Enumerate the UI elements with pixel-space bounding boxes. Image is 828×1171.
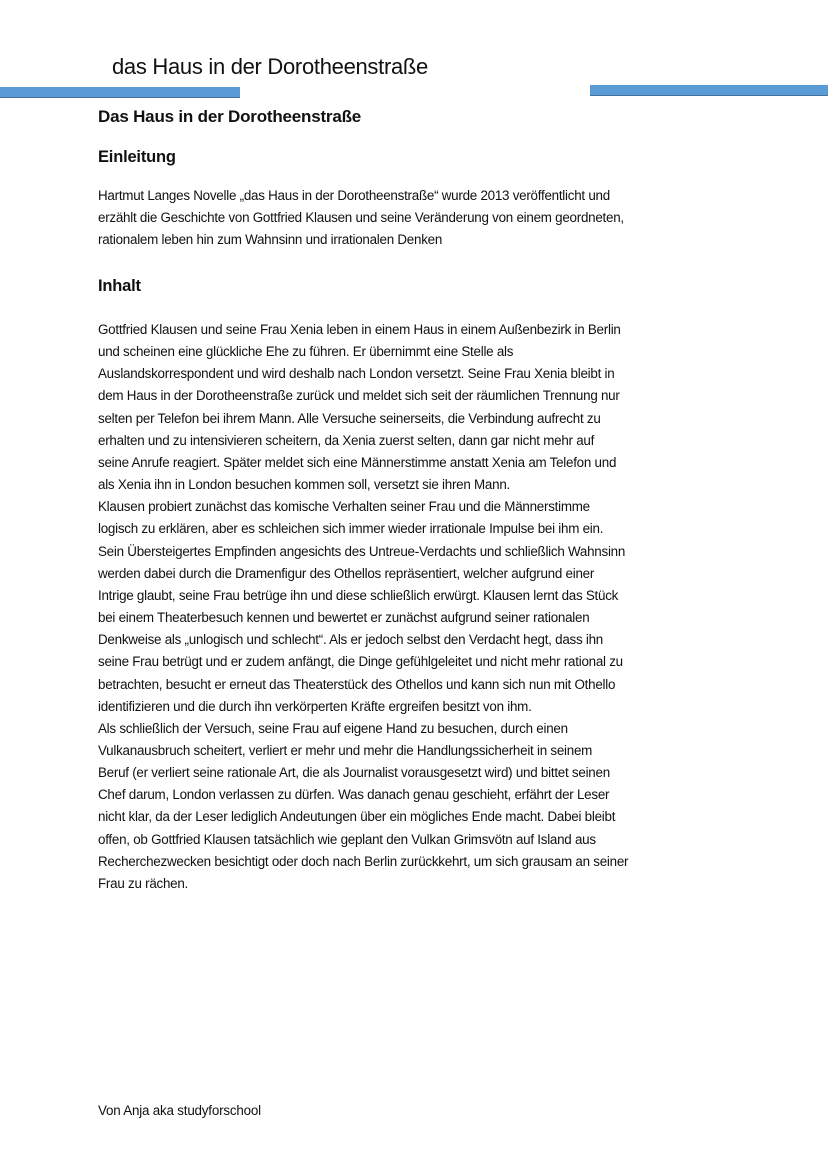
text-line: Chef darum, London verlassen zu dürfen. Was danach genau geschieht, erfährt der Leser [98,787,610,803]
text-line: Als schließlich der Versuch, seine Frau auf eigene Hand zu besuchen, durch einen [98,720,568,736]
footer-author: Von Anja aka studyforschool [98,1103,261,1118]
text-line: Intrige glaubt, seine Frau betrüge ihn und diese schließlich erwürgt. Klausen lernt das Stück [98,587,619,603]
text-line: selten per Telefon bei ihrem Mann. Alle Versuche seinerseits, die Verbindung aufrecht zu [98,410,601,426]
text-line: nicht klar, da der Leser lediglich Andeutungen über ein mögliches Ende macht. Dabei bleibt [98,809,616,825]
text-line: betrachten, besucht er erneut das Theaterstück des Othellos und kann sich nun mit Othello [98,676,616,692]
text-line: rationalem leben hin zum Wahnsinn und irrationalen Denken [98,232,443,248]
text-line: dem Haus in der Dorotheenstraße zurück und meldet sich seit der räumlichen Trennung nur [98,388,620,404]
text-line: Klausen probiert zunächst das komische Verhalten seiner Frau und die Männerstimme [98,499,590,515]
section-body-einleitung [98,185,624,251]
text-line: seine Frau betrügt und er zudem anfängt, die Dinge gefühlgeleitet und nicht mehr rational zu [98,654,623,670]
text-line: Sein Übersteigertes Empfinden angesichts des Untreue-Verdachts und schließlich Wahnsinn [98,543,626,559]
text-line: Auslandskorrespondent und wird deshalb nach London versetzt. Seine Frau Xenia bleibt in [98,366,615,382]
text-line: seine Anrufe reagiert. Später meldet sich eine Männerstimme anstatt Xenia am Telefon und [98,454,617,470]
section-heading-einleitung: Einleitung [98,148,176,166]
text-line: Recherchezwecken besichtigt oder doch nach Berlin zurückkehrt, um sich grausam an seiner [98,853,629,869]
header-title: das Haus in der Dorotheenstraße [112,54,428,79]
text-line: identifizieren und die durch ihn verkörperten Kräfte ergreifen besitzt von ihm. [98,698,532,714]
document-title: Das Haus in der Dorotheenstraße [98,107,362,126]
text-line: und scheinen eine glückliche Ehe zu führen. Er übernimmt eine Stelle als [98,344,514,360]
text-line: bei einem Theaterbesuch kennen und bewertet er zunächst aufgrund seiner rationalen [98,610,590,626]
text-line: Vulkanausbruch scheitert, verliert er mehr und mehr die Handlungssicherheit in seinem [98,742,593,758]
header-accent-bar-left [0,87,240,98]
text-line: Beruf (er verliert seine rationale Art, die als Journalist vorausgesetzt wird) und bittet seinen [98,765,610,781]
text-line: erhalten und zu intensivieren scheitern, da Xenia zuerst selten, dann gar nicht mehr auf [98,432,595,448]
text-line: logisch zu erklären, aber es schleichen sich immer wieder irrationale Impulse bei ihm ein. [98,521,604,537]
text-line: als Xenia ihn in London besuchen kommen soll, versetzt sie ihren Mann. [98,477,510,493]
text-line: Gottfried Klausen und seine Frau Xenia leben in einem Haus in einem Außenbezirk in Berlin [98,322,621,337]
section-heading-inhalt: Inhalt [98,277,141,295]
text-line: Frau zu rächen. [98,875,189,891]
text-line: offen, ob Gottfried Klausen tatsächlich wie geplant den Vulkan Grimsvötn auf Island aus [98,831,596,847]
header-accent-bar-right [590,85,828,96]
text-line: werden dabei durch die Dramenfigur des Othellos repräsentiert, welcher aufgrund einer [98,565,595,581]
text-line: Denkweise als „unlogisch und schlecht“. Als er jedoch selbst den Verdacht hegt, dass ihn [98,632,604,648]
text-line: Hartmut Langes Novelle „das Haus in der Dorotheenstraße“ wurde 2013 veröffentlicht und [98,188,610,203]
section-body-inhalt [98,319,628,895]
text-line: erzählt die Geschichte von Gottfried Klausen und seine Veränderung von einem geordneten, [98,210,624,226]
